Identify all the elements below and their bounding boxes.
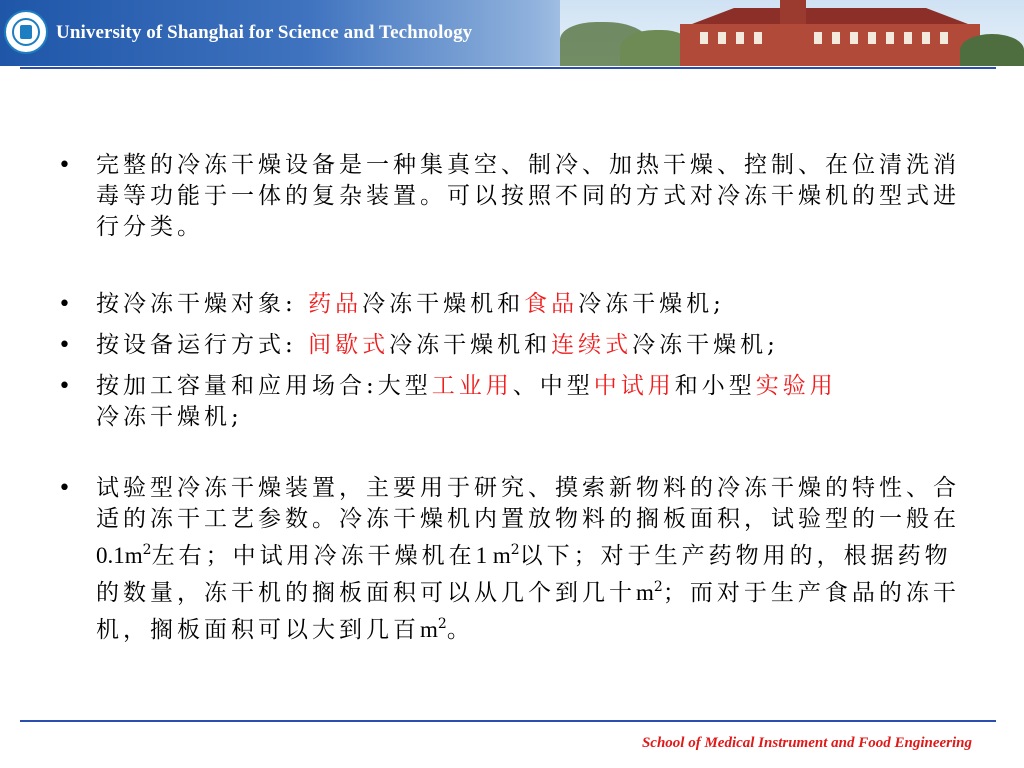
university-logo-icon xyxy=(4,10,48,54)
bullet-item xyxy=(58,289,974,320)
bullet-dot-icon: • xyxy=(58,476,71,501)
bullet-item xyxy=(58,371,974,433)
highlight-text: 药品 xyxy=(308,291,363,317)
bullet-text: 以下；对于生产药物用的，根据药物的数量，冻干机的搁板面积可以从几个到几十 xyxy=(96,543,952,606)
highlight-text: 食品 xyxy=(524,291,579,317)
bullet-text: 左右；中试用冷冻干燥机在 xyxy=(151,543,476,569)
area-unit: m xyxy=(636,580,654,605)
header-divider xyxy=(20,67,996,69)
bullet-text-prefix: 按冷冻干燥对象: xyxy=(96,291,309,317)
footer-divider xyxy=(20,720,996,722)
highlight-text: 工业用 xyxy=(431,373,513,399)
bullet-text: ；而对于生产食品的冻干机，搁板面积可以大到几百 xyxy=(96,580,960,643)
bullet-text-prefix: 按设备运行方式: xyxy=(96,332,309,358)
bullet-text-mid: 冷冻干燥机和 xyxy=(389,332,552,358)
bullet-text: 。 xyxy=(446,617,474,643)
bullet-text-suffix: 冷冻干燥机; xyxy=(96,404,243,430)
bullet-text-prefix: 按加工容量和应用场合:大型 xyxy=(96,373,432,399)
campus-building-image xyxy=(560,0,1024,66)
bullet-text-mid: 、中型 xyxy=(512,373,594,399)
bullet-item xyxy=(58,473,974,646)
university-title: University of Shanghai for Science and Technology xyxy=(56,22,473,43)
highlight-text: 间歇式 xyxy=(308,332,390,358)
bullet-text: 试验型冷冻干燥装置，主要用于研究、摸索新物料的冷冻干燥的特性、合适的冻干工艺参数。冷冻干燥机内置放物料的搁板面积，试验型的一般在 xyxy=(96,475,960,532)
superscript: 2 xyxy=(510,542,520,558)
area-unit: m xyxy=(420,617,438,642)
area-value: 1 m xyxy=(475,543,511,568)
superscript: 2 xyxy=(653,579,663,595)
school-name: School of Medical Instrument and Food Engineering xyxy=(641,735,972,751)
header-banner xyxy=(0,0,1024,66)
bullet-item xyxy=(58,330,974,361)
superscript: 2 xyxy=(437,616,447,632)
bullet-dot-icon: • xyxy=(58,153,71,178)
bullet-dot-icon: • xyxy=(58,333,71,358)
bullet-text-mid: 和小型 xyxy=(674,373,756,399)
bullet-text: 完整的冷冻干燥设备是一种集真空、制冷、加热干燥、控制、在位清洗消毒等功能于一体的复杂装置。可以按照不同的方式对冷冻干燥机的型式进行分类。 xyxy=(96,152,960,240)
bullet-text-suffix: 冷冻干燥机; xyxy=(578,291,725,317)
slide-content xyxy=(58,150,974,646)
highlight-text: 连续式 xyxy=(551,332,633,358)
bullet-text-suffix: 冷冻干燥机; xyxy=(632,332,779,358)
area-value: 0.1m xyxy=(96,543,143,568)
bullet-dot-icon: • xyxy=(58,374,71,399)
superscript: 2 xyxy=(142,542,152,558)
bullet-item xyxy=(58,150,974,243)
highlight-text: 实验用 xyxy=(755,373,837,399)
highlight-text: 中试用 xyxy=(593,373,675,399)
bullet-text-mid: 冷冻干燥机和 xyxy=(362,291,525,317)
bullet-dot-icon: • xyxy=(58,292,71,317)
